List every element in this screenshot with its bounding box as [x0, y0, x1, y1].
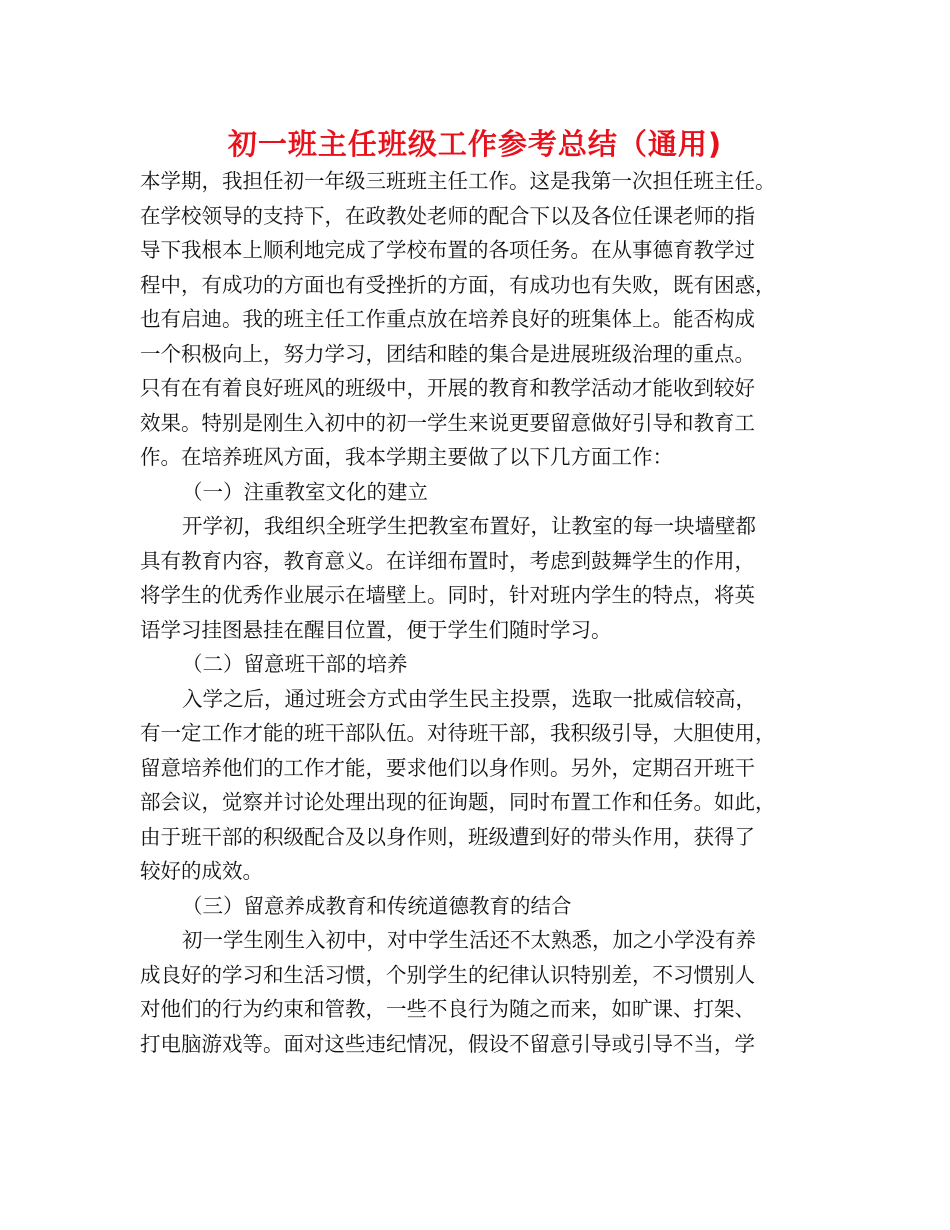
document-body: [140, 164, 830, 1061]
paragraph-line: 部会议，觉察并讨论处理出现的征询题，同时布置工作和任务。如此，: [140, 790, 776, 814]
paragraph-line: 留意培养他们的工作才能，要求他们以身作则。另外，定期召开班干: [140, 755, 755, 780]
paragraph-line: 只有在有着良好班风的班级中，开展的教育和教学活动才能收到较好: [140, 376, 755, 400]
paragraph-line: 打电脑游戏等。面对这些违纪情况，假设不留意引导或引导不当，学: [140, 1031, 755, 1056]
paragraph-line: 在学校领导的支持下，在政教处老师的配合下以及各位任课老师的指: [140, 203, 755, 228]
paragraph-line: 具有教育内容，教育意义。在详细布置时，考虑到鼓舞学生的作用，: [140, 548, 755, 573]
paragraph-line: 入学之后，通过班会方式由学生民主投票，选取一批威信较高，: [182, 686, 756, 711]
paragraph-line: 效果。特别是刚生入初中的初一学生来说更要留意做好引导和教育工: [140, 410, 755, 435]
paragraph-line: 有一定工作才能的班干部队伍。对待班干部，我积级引导，大胆使用，: [140, 721, 776, 745]
paragraph-line: 成良好的学习和生活习惯，个别学生的纪律认识特别差，不习惯别人: [140, 962, 755, 987]
section-heading: （二）留意班干部的培养: [182, 652, 408, 676]
paragraph-line: 导下我根本上顺利地完成了学校布置的各项任务。在从事德育教学过: [140, 238, 755, 262]
paragraph-line: 开学初，我组织全班学生把教室布置好，让教室的每一块墙壁都: [182, 514, 756, 538]
paragraph-line: 由于班干部的积级配合及以身作则，班级遭到好的带头作用，获得了: [140, 824, 755, 849]
paragraph-line: 较好的成效。: [140, 859, 263, 883]
document-title: 初一班主任班级工作参考总结（通用): [227, 127, 723, 161]
section-heading: （三）留意养成教育和传统道德教育的结合: [182, 893, 572, 918]
paragraph-line: 一个积极向上，努力学习，团结和睦的集合是进展班级治理的重点。: [140, 341, 755, 366]
paragraph-line: 语学习挂图悬挂在醒目位置，便于学生们随时学习。: [140, 617, 612, 642]
paragraph-line: 对他们的行为约束和管教，一些不良行为随之而来，如旷课、打架、: [140, 997, 755, 1021]
paragraph-line: 本学期，我担任初一年级三班班主任工作。这是我第一次担任班主任。: [140, 169, 776, 193]
paragraph-line: 也有启迪。我的班主任工作重点放在培养良好的班集体上。能否构成: [140, 307, 755, 331]
paragraph-line: 初一学生刚生入初中，对中学生活还不太熟悉，加之小学没有养: [182, 928, 756, 952]
section-heading: （一）注重教室文化的建立: [182, 479, 428, 504]
paragraph-line: 将学生的优秀作业展示在墙壁上。同时，针对班内学生的特点，将英: [140, 583, 755, 607]
paragraph-line: 作。在培养班风方面，我本学期主要做了以下几方面工作：: [140, 445, 673, 469]
paragraph-line: 程中，有成功的方面也有受挫折的方面，有成功也有失败，既有困惑，: [140, 272, 776, 297]
